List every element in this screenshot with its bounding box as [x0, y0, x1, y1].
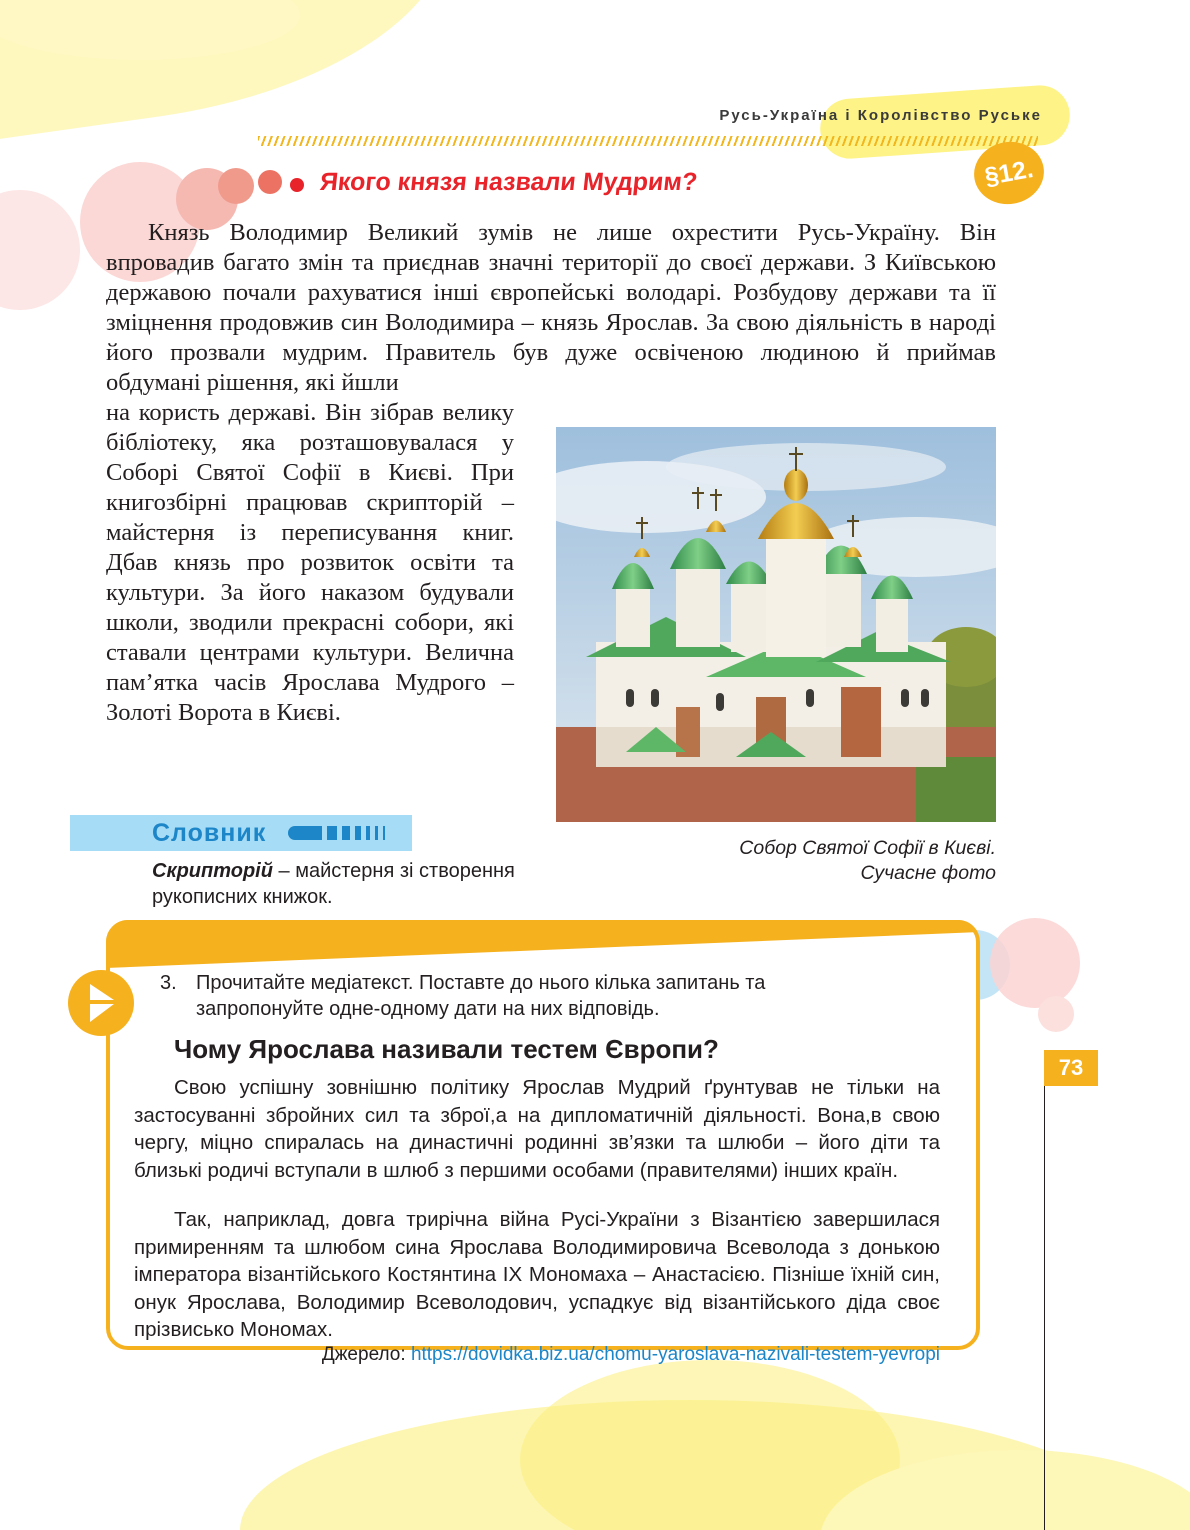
page-margin-line: [1044, 1086, 1045, 1530]
glossary-term: Скрипторій: [152, 860, 273, 882]
source-label: Джерело:: [321, 1344, 411, 1365]
cathedral-photo: [556, 427, 996, 822]
decor-circle: [1038, 996, 1074, 1032]
running-title: Русь-Україна і Королівство Руське: [719, 107, 1042, 124]
media-text-paragraph-2: Так, наприклад, довга трирічна війна Русі-України з Візантією завершилася примиренням та шлюбом сина Ярослава Володимировича Всеволода з донькою імператора візантійського Костянтина IX Мономаха – Анастасією. Пізніше їхній син, онук Ярослава, Володимир Всеволодович, успадкує від візантійського діда своє прізвисько Мономах.: [134, 1208, 940, 1341]
page-number: 73: [1044, 1050, 1098, 1086]
decor-circle: [218, 168, 254, 204]
decor-circle: [0, 190, 80, 310]
body-paragraph-2: на користь державі. Він зібрав велику бібліотеку, яка розташовувалася у Соборі Святої Софії в Києві. При книгозбірні працював скрипторій – майстерня із переписування книг. Дбав князь про розвиток освіти та культури. За його наказом будували школи, зводили прекрасні собори, які ставали центрами культури. Велична пам’ятка часів Ярослава Мудрого – Золоті Ворота в Києві.: [106, 399, 514, 726]
task-number: 3.: [160, 972, 177, 994]
source-link[interactable]: https://dovidka.biz.ua/chomu-yaroslava-nazivali-testem-yevropi: [410, 1344, 940, 1365]
glossary-marks-icon: [288, 825, 385, 841]
section-heading: Якого князя назвали Мудрим?: [318, 168, 699, 196]
glossary-definition: – майстерня зі створення рукописних книжок.: [152, 860, 515, 908]
header-hatch-divider: [258, 136, 1038, 146]
source-line: [322, 1344, 940, 1366]
decor-circle: [990, 918, 1080, 1008]
media-text-heading: Чому Ярослава називали тестем Європи?: [174, 1034, 719, 1064]
photo-caption-line-2: Сучасне фото: [860, 862, 996, 884]
body-paragraph-1: Князь Володимир Великий зумів не лише охрестити Русь-Україну. Він впровадив багато змін та приєднав значні території до своєї держави. З Київською державою почали рахуватися інші європейські володарі. Розбудову держави та її зміцнення продовжив син Володимира – князь Ярослав. За свою діяльність в народі його прозвали мудрим. Правитель був дуже освіченою людиною й приймав обдумані рішення, які йшли: [106, 219, 996, 396]
cathedral-illustration: [556, 427, 996, 822]
task-instruction: Прочитайте медіатекст. Поставте до нього кілька запитань та запропонуйте одне-одному дати на них відповідь.: [196, 972, 766, 1020]
photo-caption-line-1: Собор Святої Софії в Києві.: [739, 837, 996, 859]
paragraph-badge: §12.: [969, 136, 1049, 209]
glossary-title: Словник: [152, 819, 267, 847]
decor-circle: [258, 170, 282, 194]
decor-circle: [290, 178, 304, 192]
photo-caption: [600, 836, 996, 886]
play-arrows-icon: [68, 970, 134, 1036]
glossary-entry: [152, 858, 532, 910]
media-text-paragraph-1: Свою успішну зовнішню політику Ярослав Мудрий ґрунтував не тільки на застосуванні збройних сил та зброї,а на дипломатичній діяльності. Вона,в свою чергу, міцно спиралась на династичні родинні зв’язки та шлюби – його діти та близькі родичі вступали в шлюб з першими особами (правителями) інших країн.: [134, 1076, 940, 1182]
